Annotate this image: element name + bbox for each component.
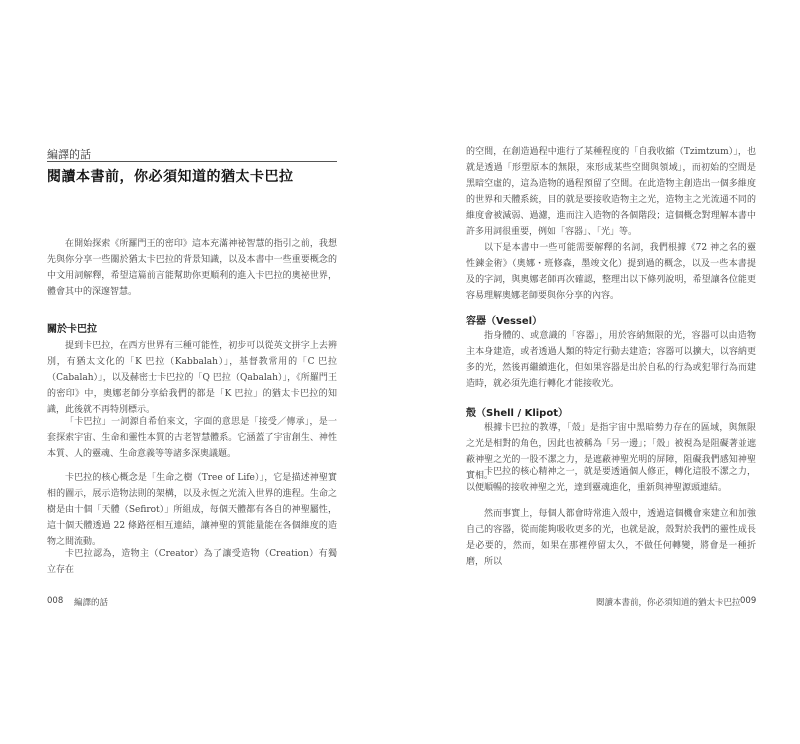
paragraph: 根據卡巴拉的教導，「殼」是指宇宙中黑暗勢力存在的區域，與無限之光是相對的角色，因此也被稱為「另一邊」；「殼」被視為是阻礙著並遮蔽神聖之光的一股不潔之力，是遮蔽神聖光明的屏障，阻礙我們感知神聖實相。	[466, 423, 756, 481]
intro-paragraph: 在開始探索《所羅門王的密印》這本充滿神祕智慧的指引之前，我想先與你分享一些關於猶太卡巴拉的背景知識，以及本書中一些重要概念的中文用詞解釋，希望這篇前言能幫助你更順利的進入卡巴拉的奧祕世界，體會其中的深邃智慧。	[47, 239, 337, 297]
paragraph: 卡巴拉的核心精神之一，就是要透過個人修正，轉化這股不潔之力，以便順暢的接收神聖之光，達到靈魂進化，重新與神聖源頭連結。	[466, 467, 756, 493]
right-page	[400, 0, 800, 744]
page-number: 009	[740, 596, 757, 606]
paragraph: 指身體的、或意識的「容器」，用於容納無限的光，容器可以由造物主本身建造，或者透過人類的特定行動去建造；容器可以擴大，以容納更多的光，然後再繼續進化，但如果容器是出於自私的行為或犯罪行為而建造時，就必須先進行轉化才能接收光。	[466, 331, 756, 389]
page-title: 閱讀本書前，你必須知道的猶太卡巴拉	[47, 169, 294, 185]
paragraph: 的空間，在創造過程中進行了某種程度的「自我收縮（Tzimtzum）」，也就是透過「形塑原本的無限，來形成某些空間與領域」，而初始的空間是黑暗空虛的，這為造物的過程預留了空間。在此造物主創造出一個多維度的世界和天體系統，目的就是要接收造物主之光，造物主之光流通不同的維度會被減弱、過濾，進而注入造物的各個階段；這個概念對理解本書中許多用詞很重要，例如「容器」、「光」等。	[466, 147, 756, 237]
heading-about-kabbalah: 關於卡巴拉	[47, 324, 97, 335]
paragraph: 以下是本書中一些可能需要解釋的名詞，我們根據《72 神之名的靈性鍊金術》（奧娜・班修森，墨竣文化）提到過的概念，以及一些本書提及的字詞，與奧娜老師再次確認，整理出以下條列說明，希望讓各位能更容易理解奧娜老師要與你分享的內容。	[466, 243, 756, 301]
heading-vessel: 容器（Vessel）	[466, 316, 543, 327]
page-number: 008	[47, 596, 64, 606]
section-label: 編譯的話	[47, 148, 91, 161]
paragraph: 然而事實上，每個人都會時常進入殼中，透過這個機會來建立和加強自己的容器，從而能夠吸收更多的光，也就是說，殼對於我們的靈性成長是必要的，然而，如果在那裡停留太久，不做任何轉變，將會是一種折磨，所以	[466, 509, 756, 567]
running-footer: 編譯的話	[74, 598, 109, 608]
paragraph: 卡巴拉的核心概念是「生命之樹（Tree of Life）」，它是描述神聖實相的圖示，展示造物法則的架構，以及永恆之光流入世界的進程。生命之樹是由十個「天體（Sefirot）」所組成，每個天體都有各自的神聖屬性，這十個天體透過 22 條路徑相互連結，讓神聖的質能量能在各個維度的造物之間流動。	[47, 473, 337, 547]
paragraph: 提到卡巴拉，在西方世界有三種可能性，初步可以從英文拼字上去辨別，有猶太文化的「K 巴拉（Kabbalah）」，基督教常用的「C 巴拉（Cabalah）」，以及赫密士卡巴拉的「Q 巴拉（Qabalah）」，《所羅門王的密印》中，奧娜老師分享給我們的都是「K 巴拉」的猶太卡巴拉的知識，此後就不再特別標示。	[47, 341, 337, 415]
heading-shell: 殼（Shell / Klipot）	[466, 408, 568, 419]
running-footer: 閱讀本書前，你必須知道的猶太卡巴拉	[596, 598, 741, 608]
paragraph: 卡巴拉認為，造物主（Creator）為了讓受造物（Creation）有獨立存在	[47, 549, 337, 575]
paragraph: 「卡巴拉」一詞源自希伯來文，字面的意思是「接受／傳承」，是一套探索宇宙、生命和靈性本質的古老智慧體系。它涵蓋了宇宙創生、神性本質、人的靈魂、生命意義等等諸多深奧議題。	[47, 417, 337, 459]
section-divider	[47, 161, 337, 162]
